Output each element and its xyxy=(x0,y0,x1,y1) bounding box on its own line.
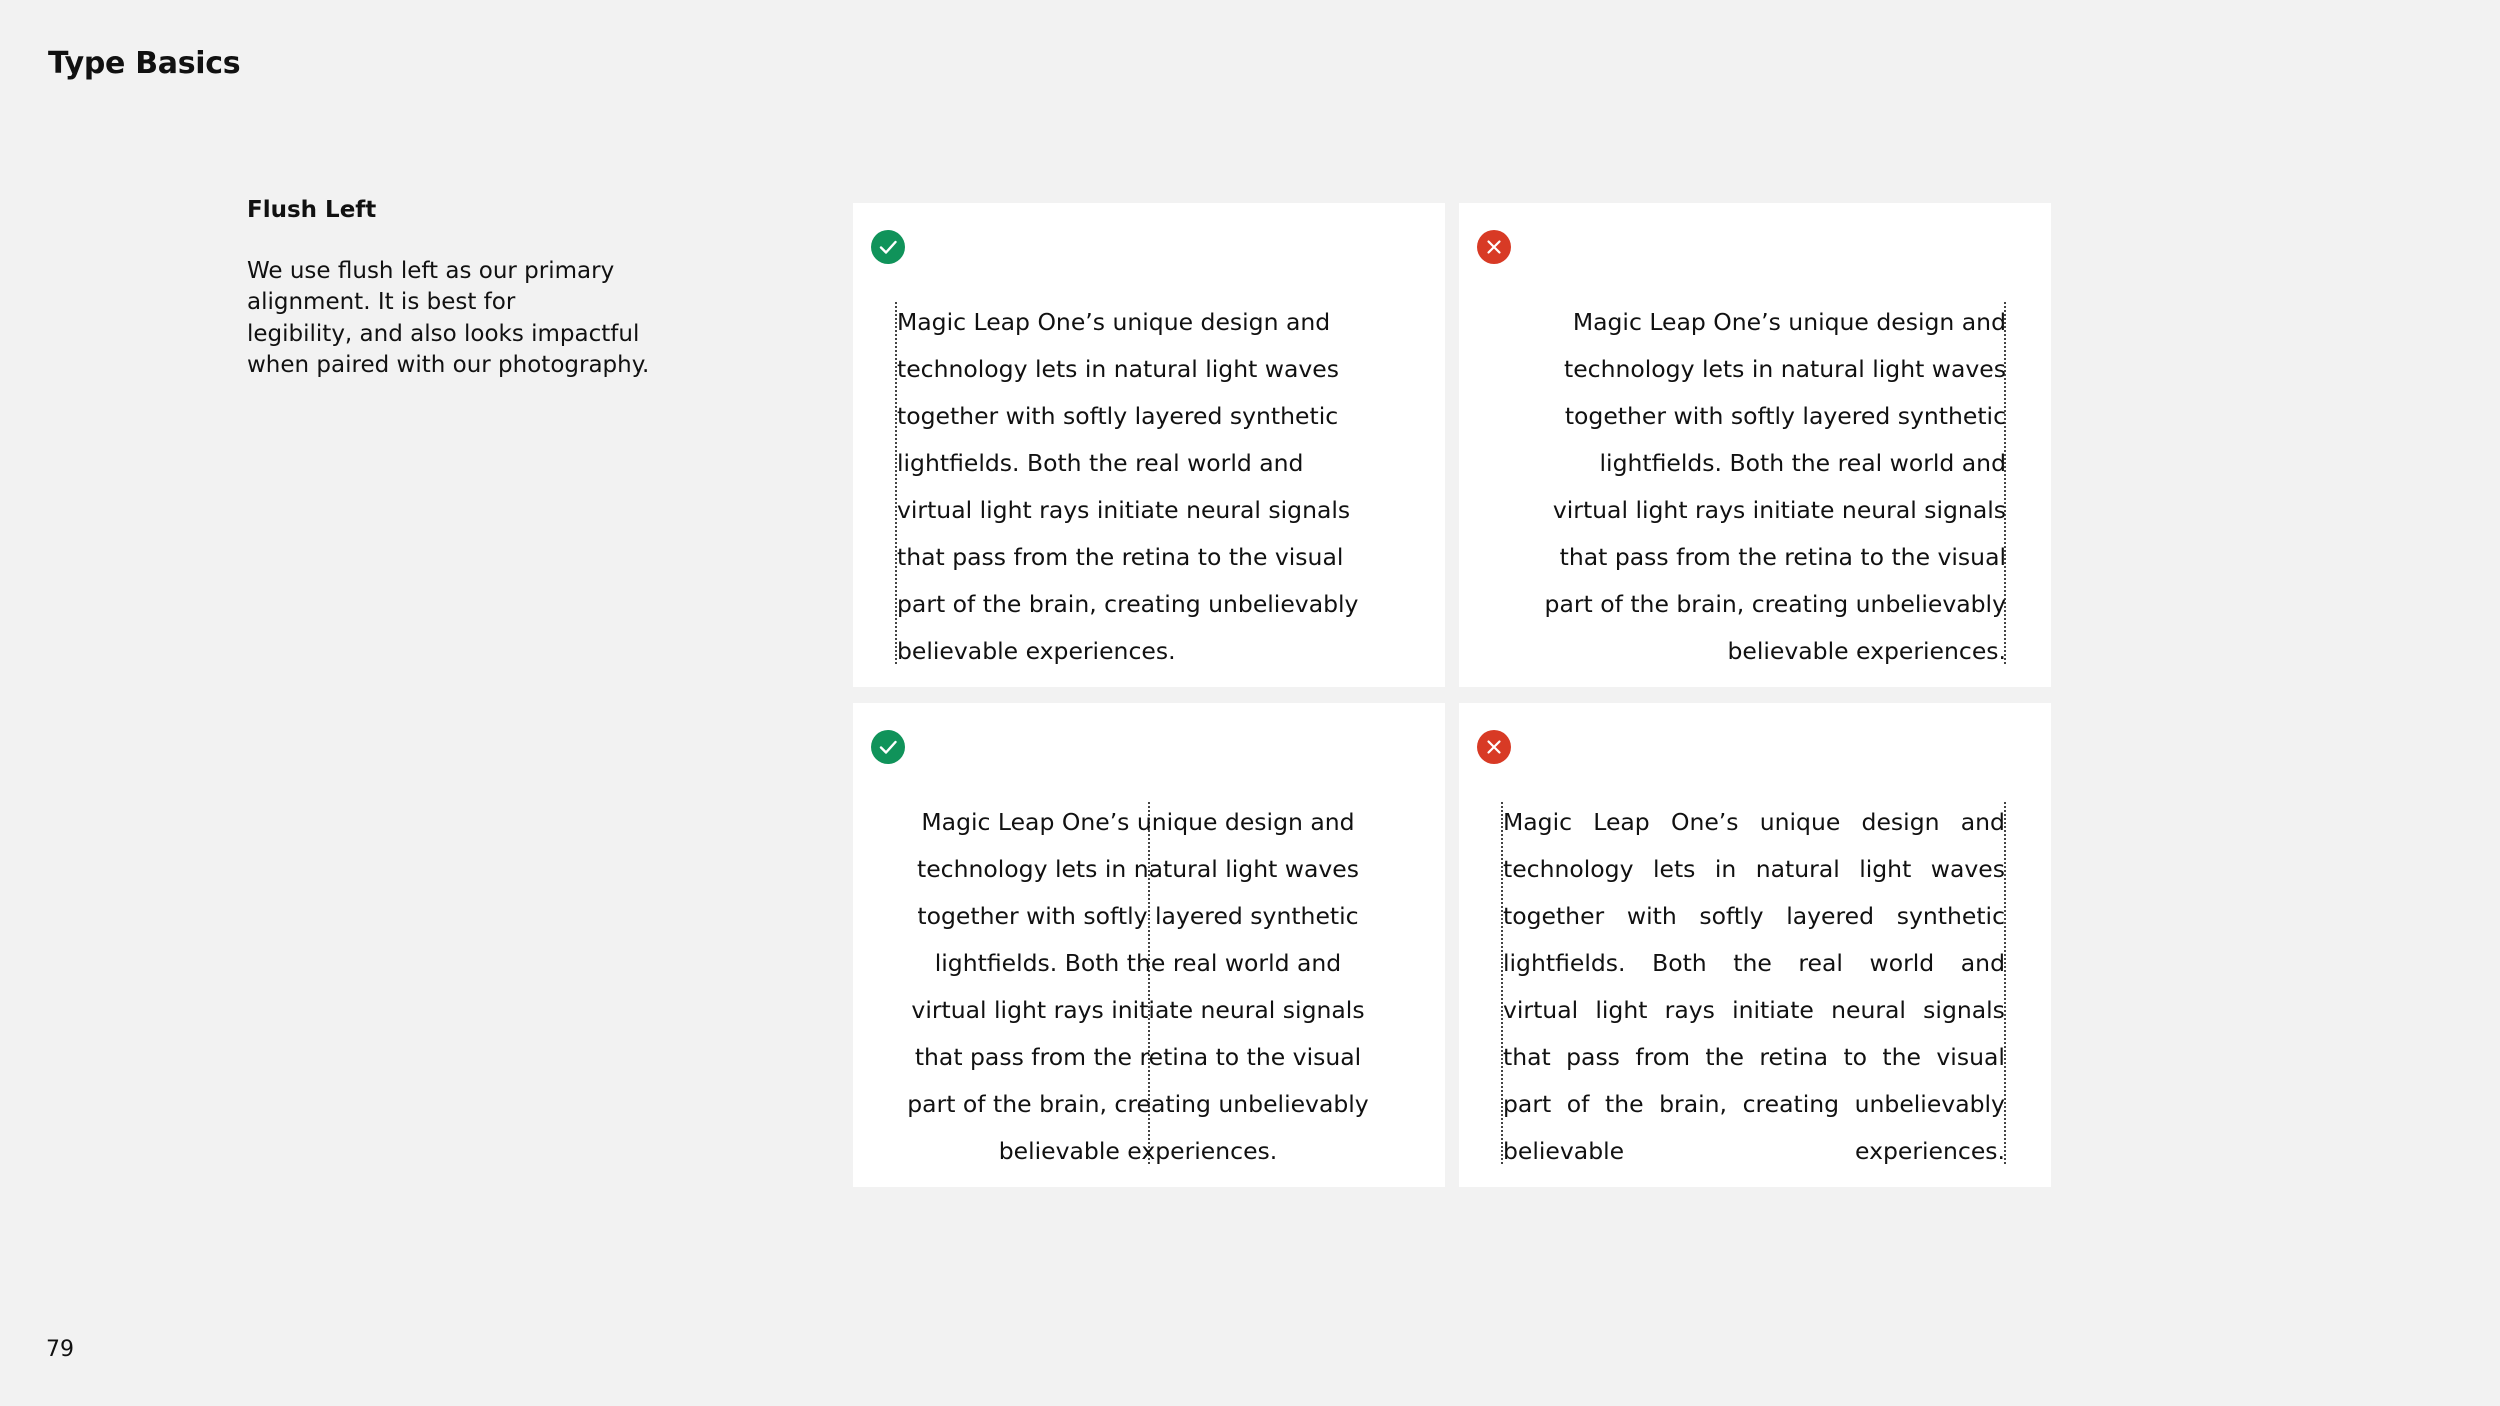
description-line: legibility, and also looks impactful xyxy=(247,320,640,347)
sample-line: virtual light rays initiate neural signals xyxy=(897,496,1351,524)
sample-word: design xyxy=(1861,808,1940,836)
sample-line xyxy=(1503,1081,2005,1128)
sample-word: natural xyxy=(1755,855,1840,883)
sample-word: Magic xyxy=(1503,808,1573,836)
page-title: Type Basics xyxy=(48,46,241,81)
sample-line: that pass from the retina to the visual xyxy=(914,1043,1362,1071)
sample-line: lightfields. Both the real world and xyxy=(897,449,1304,477)
sample-line xyxy=(1503,799,2005,846)
sample-word: light xyxy=(1859,855,1912,883)
sample-line: part of the brain, creating unbelievably xyxy=(897,590,1359,618)
sample-line: technology lets in natural light waves xyxy=(916,855,1359,883)
sample-word: part xyxy=(1503,1090,1552,1118)
sample-line: Magic Leap One’s unique design and xyxy=(897,308,1331,336)
sample-word: retina xyxy=(1759,1043,1829,1071)
sample-word: synthetic xyxy=(1896,902,2005,930)
sample-line xyxy=(1503,893,2005,940)
sample-line: together with softly layered synthetic xyxy=(1564,402,2006,430)
sample-word: unbelievably xyxy=(1854,1090,2005,1118)
sample-word: that xyxy=(1503,1043,1551,1071)
sample-line: virtual light rays initiate neural signals xyxy=(911,996,1365,1024)
example-card-centered xyxy=(853,703,1445,1187)
cross-icon xyxy=(1477,730,1511,764)
example-card-flush-right xyxy=(1459,203,2051,687)
sample-word: believable xyxy=(1503,1137,1625,1165)
sample-line: part of the brain, creating unbelievably xyxy=(1544,590,2006,618)
sample-line: believable experiences. xyxy=(897,637,1176,665)
sample-line: that pass from the retina to the visual xyxy=(897,543,1344,571)
sample-word: the xyxy=(1604,1090,1644,1118)
sample-word: layered xyxy=(1786,902,1875,930)
sample-line: technology lets in natural light waves xyxy=(897,355,1340,383)
description-line: alignment. It is best for xyxy=(247,289,516,316)
cross-icon xyxy=(1477,230,1511,264)
sample-word: the xyxy=(1705,1043,1744,1071)
sample-word: virtual xyxy=(1503,996,1579,1024)
sample-paragraph xyxy=(1451,299,2006,675)
sample-word: and xyxy=(1960,808,2005,836)
sample-line: virtual light rays initiate neural signals xyxy=(1552,496,2006,524)
sample-word: lightfields. xyxy=(1503,949,1626,977)
sample-word: rays xyxy=(1664,996,1715,1024)
sample-line: Magic Leap One’s unique design and xyxy=(921,808,1355,836)
check-icon xyxy=(871,230,905,264)
sample-line: together with softly layered synthetic xyxy=(897,402,1339,430)
sample-line: believable experiences. xyxy=(998,1137,1278,1165)
sample-word: light xyxy=(1595,996,1648,1024)
sample-word: together xyxy=(1503,902,1605,930)
sample-line xyxy=(1503,1034,2005,1081)
sample-word: the xyxy=(1733,949,1772,977)
sample-word: waves xyxy=(1930,855,2005,883)
sample-line: that pass from the retina to the visual xyxy=(1559,543,2006,571)
sample-word: neural xyxy=(1831,996,1906,1024)
sample-word: real xyxy=(1798,949,1843,977)
sample-word: signals xyxy=(1923,996,2005,1024)
sample-word: visual xyxy=(1936,1043,2005,1071)
sample-word: experiences. xyxy=(1855,1137,2005,1165)
sample-line xyxy=(1503,940,2005,987)
example-card-justified xyxy=(1459,703,2051,1187)
page-number: 79 xyxy=(46,1337,74,1362)
sample-line: part of the brain, creating unbelievably xyxy=(907,1090,1369,1118)
sample-word: to xyxy=(1843,1043,1868,1071)
description-line: when paired with our photography. xyxy=(247,351,650,378)
sample-word: from xyxy=(1635,1043,1691,1071)
sample-line xyxy=(1503,1128,2005,1175)
sample-word: world xyxy=(1869,949,1935,977)
example-card-flush-left xyxy=(853,203,1445,687)
sample-line: Magic Leap One’s unique design and xyxy=(1572,308,2006,336)
sample-line: technology lets in natural light waves xyxy=(1563,355,2006,383)
sample-line: lightfields. Both the real world and xyxy=(1599,449,2006,477)
sample-word: brain, xyxy=(1659,1090,1727,1118)
sample-word: Leap xyxy=(1593,808,1650,836)
sample-paragraph xyxy=(1503,799,2005,1175)
sample-word: technology xyxy=(1503,855,1634,883)
sample-line xyxy=(1503,987,2005,1034)
description-line: We use flush left as our primary xyxy=(247,258,615,284)
sample-word: with xyxy=(1626,902,1677,930)
check-icon xyxy=(871,730,905,764)
sample-word: pass xyxy=(1566,1043,1620,1071)
sample-word: Both xyxy=(1652,949,1707,977)
sample-paragraph xyxy=(893,799,1383,1175)
sample-word: in xyxy=(1714,855,1737,883)
sample-word: the xyxy=(1882,1043,1921,1071)
sample-word: lets xyxy=(1652,855,1696,883)
sample-line: lightfields. Both the real world and xyxy=(934,949,1342,977)
sample-word: initiate xyxy=(1732,996,1814,1024)
sample-line: together with softly layered synthetic xyxy=(917,902,1359,930)
sample-word: creating xyxy=(1742,1090,1840,1118)
sample-word: unique xyxy=(1759,808,1841,836)
sample-paragraph xyxy=(897,299,1452,675)
sample-line: believable experiences. xyxy=(1727,637,2006,665)
sample-word: softly xyxy=(1699,902,1764,930)
sample-word: One’s xyxy=(1670,808,1739,836)
sample-word: and xyxy=(1960,949,2005,977)
sample-word: of xyxy=(1566,1090,1590,1118)
section-heading: Flush Left xyxy=(247,197,377,223)
sample-line xyxy=(1503,846,2005,893)
section-description xyxy=(247,256,667,381)
